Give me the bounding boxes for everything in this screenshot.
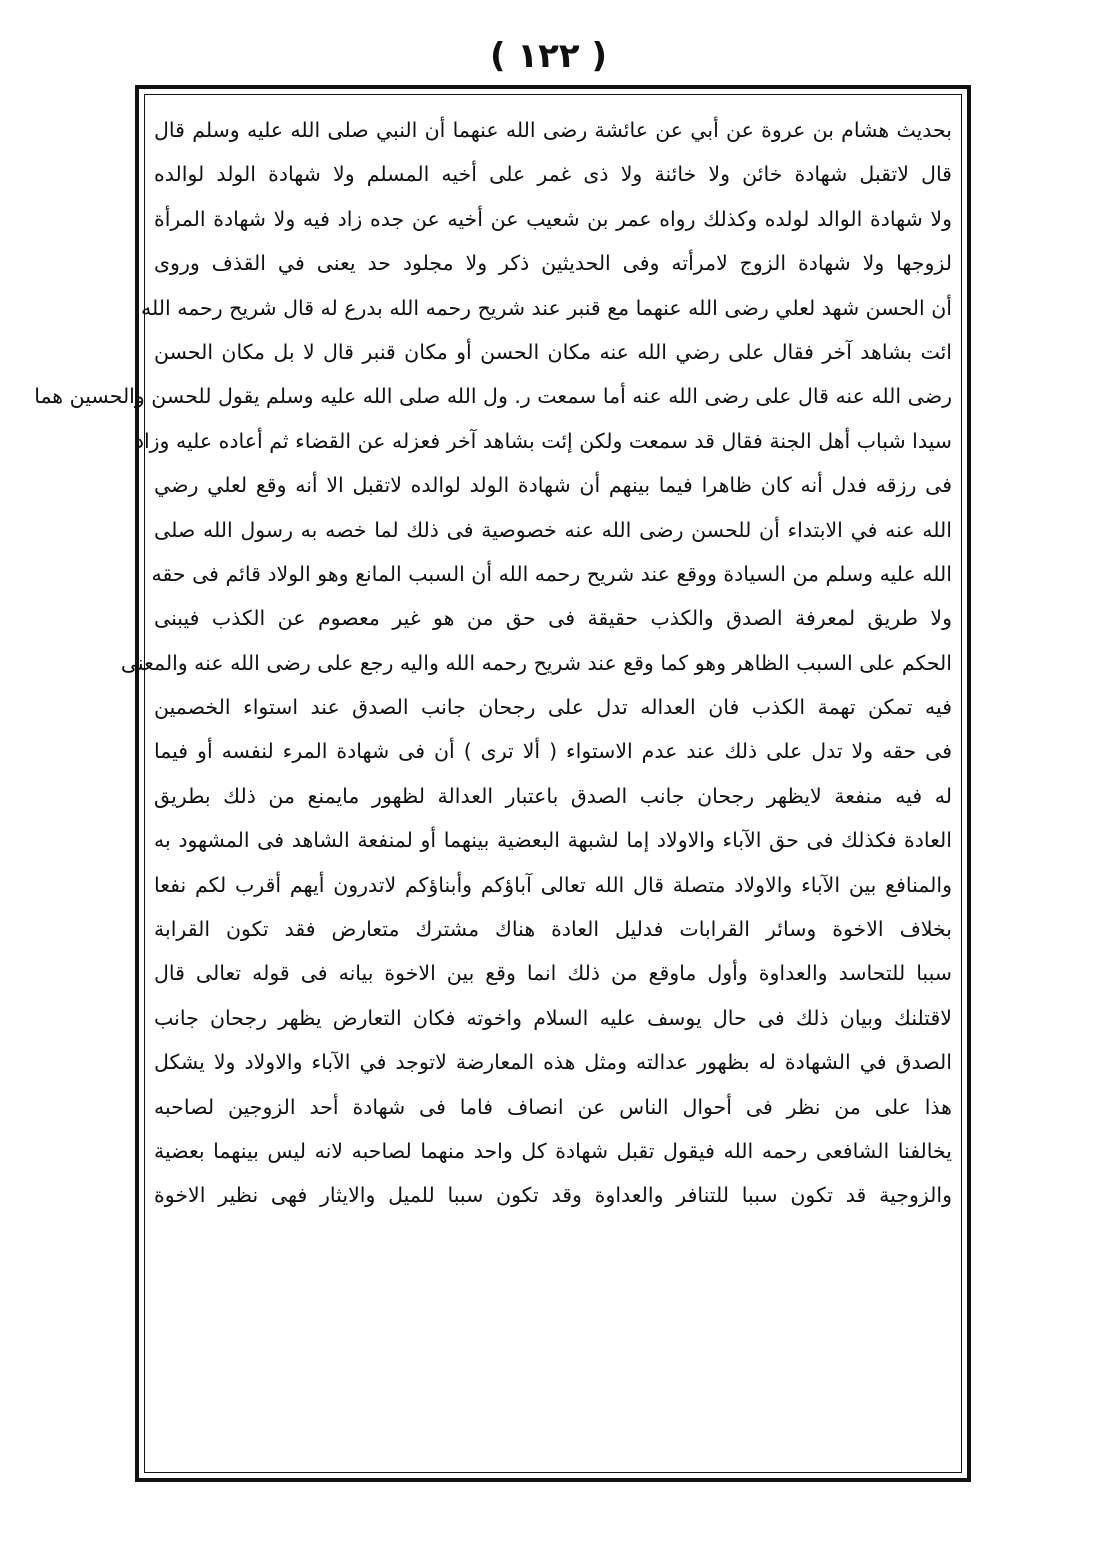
- text-line: ولا شهادة الوالد لولده وكذلك رواه عمر بن شعيب عن أخيه عن جده زاد فيه ولا شهادة المرأة: [154, 206, 952, 231]
- text-line: رضى الله عنه قال على رضى الله عنه أما سمعت ر. ول الله صلى الله عليه وسلم يقول للحسن والحسين هما: [34, 384, 952, 409]
- text-line: الحكم على السبب الظاهر وهو كما وقع عند شريح رحمه الله واليه رجع على رضى الله عنه والمعنى: [120, 650, 952, 675]
- text-line: سيدا شباب أهل الجنة فقال قد سمعت ولكن إئت بشاهد آخر فعزله عن القضاء ثم أعاده عليه وزاد: [134, 428, 952, 453]
- text-line: والزوجية قد تكون سببا للتنافر والعداوة وقد تكون سببا للميل والايثار فهى نظير الاخوة: [154, 1183, 952, 1208]
- text-line: ائت بشاهد آخر فقال على رضي الله عنه مكان الحسن أو مكان قنبر قال لا بل مكان الحسن: [154, 339, 952, 364]
- text-line: له فيه منفعة لايظهر رجحان جانب الصدق باعتبار العدالة لظهور مايمنع من ذلك بطريق: [154, 783, 952, 808]
- text-line: الله عليه وسلم من السيادة ووقع عند شريح رحمه الله أن السبب المانع وهو الولاد قائم فى حقه: [151, 561, 952, 586]
- text-line: يخالفنا الشافعى رحمه الله فيقول تقبل شهادة كل واحد منهما لصاحبه لانه ليس بينهما بعضية: [154, 1138, 952, 1163]
- text-line: لاقتلنك وبيان ذلك فى حال يوسف عليه السلام واخوته فكان التعارض يظهر رجحان جانب: [154, 1005, 952, 1030]
- text-line: بحديث هشام بن عروة عن أبي عن عائشة رضى الله عنهما أن النبي صلى الله عليه وسلم قال: [154, 118, 952, 142]
- text-line: فى رزقه فدل أنه كان ظاهرا فيما بينهم أن شهادة الولد لوالده لاتقبل الا أنه وقع لعلي رضي: [154, 473, 952, 498]
- text-line: قال لاتقبل شهادة خائن ولا خائنة ولا ذى غمر على أخيه المسلم ولا شهادة الولد لوالده: [154, 162, 952, 187]
- text-line: ولا طريق لمعرفة الصدق والكذب حقيقة فى حق من هو غير معصوم عن الكذب فيبنى: [154, 606, 952, 631]
- text-line: العادة فكذلك فى حق الآباء والاولاد إما لشبهة البعضية بينهما أو لمنفعة الشاهد فى المشهود به: [154, 828, 952, 853]
- text-line: والمنافع بين الآباء والاولاد متصلة قال الله تعالى آباؤكم وأبناؤكم لاتدرون أيهم أقرب لكم نفعا: [154, 872, 952, 897]
- text-line: الصدق في الشهادة له بظهور عدالته ومثل هذه المعارضة لاتوجد في الآباء والاولاد ولا يشكل: [154, 1050, 952, 1075]
- page-number: ( ١٢٢ ): [489, 36, 608, 76]
- text-line: فى حقه ولا تدل على ذلك عند عدم الاستواء ( ألا ترى ) أن فى شهادة المرء لنفسه أو فيما: [154, 739, 952, 764]
- text-line: الله عنه في الابتداء أن للحسن رضى الله عنه خصوصية فى ذلك لما خصه به رسول الله صلى: [154, 517, 952, 542]
- text-line: هذا على من نظر فى أحوال الناس عن انصاف فاما فى شهادة أحد الزوجين لصاحبه: [154, 1094, 952, 1119]
- text-line: أن الحسن شهد لعلي رضى الله عنهما مع قنبر عند شريح رحمه الله بدرع له قال شريح رحمه الله: [140, 295, 952, 320]
- text-line: بخلاف الاخوة وسائر القرابات فدليل العادة هناك مشترك متعارض فقد تكون القرابة: [154, 917, 952, 942]
- text-line: لزوجها ولا شهادة الزوج لامرأته وفى الحديثين ذكر ولا مجلود حد يعنى في القذف وروى: [154, 251, 952, 276]
- main-text-block: [34, 108, 952, 1468]
- text-line: فيه تمكن تهمة الكذب فان العداله تدل على رجحان جانب الصدق عند استواء الخصمين: [154, 695, 952, 720]
- text-line: سببا للتحاسد والعداوة وأول ماوقع من ذلك انما وقع بين الاخوة بيانه فى قوله تعالى قال: [154, 961, 952, 986]
